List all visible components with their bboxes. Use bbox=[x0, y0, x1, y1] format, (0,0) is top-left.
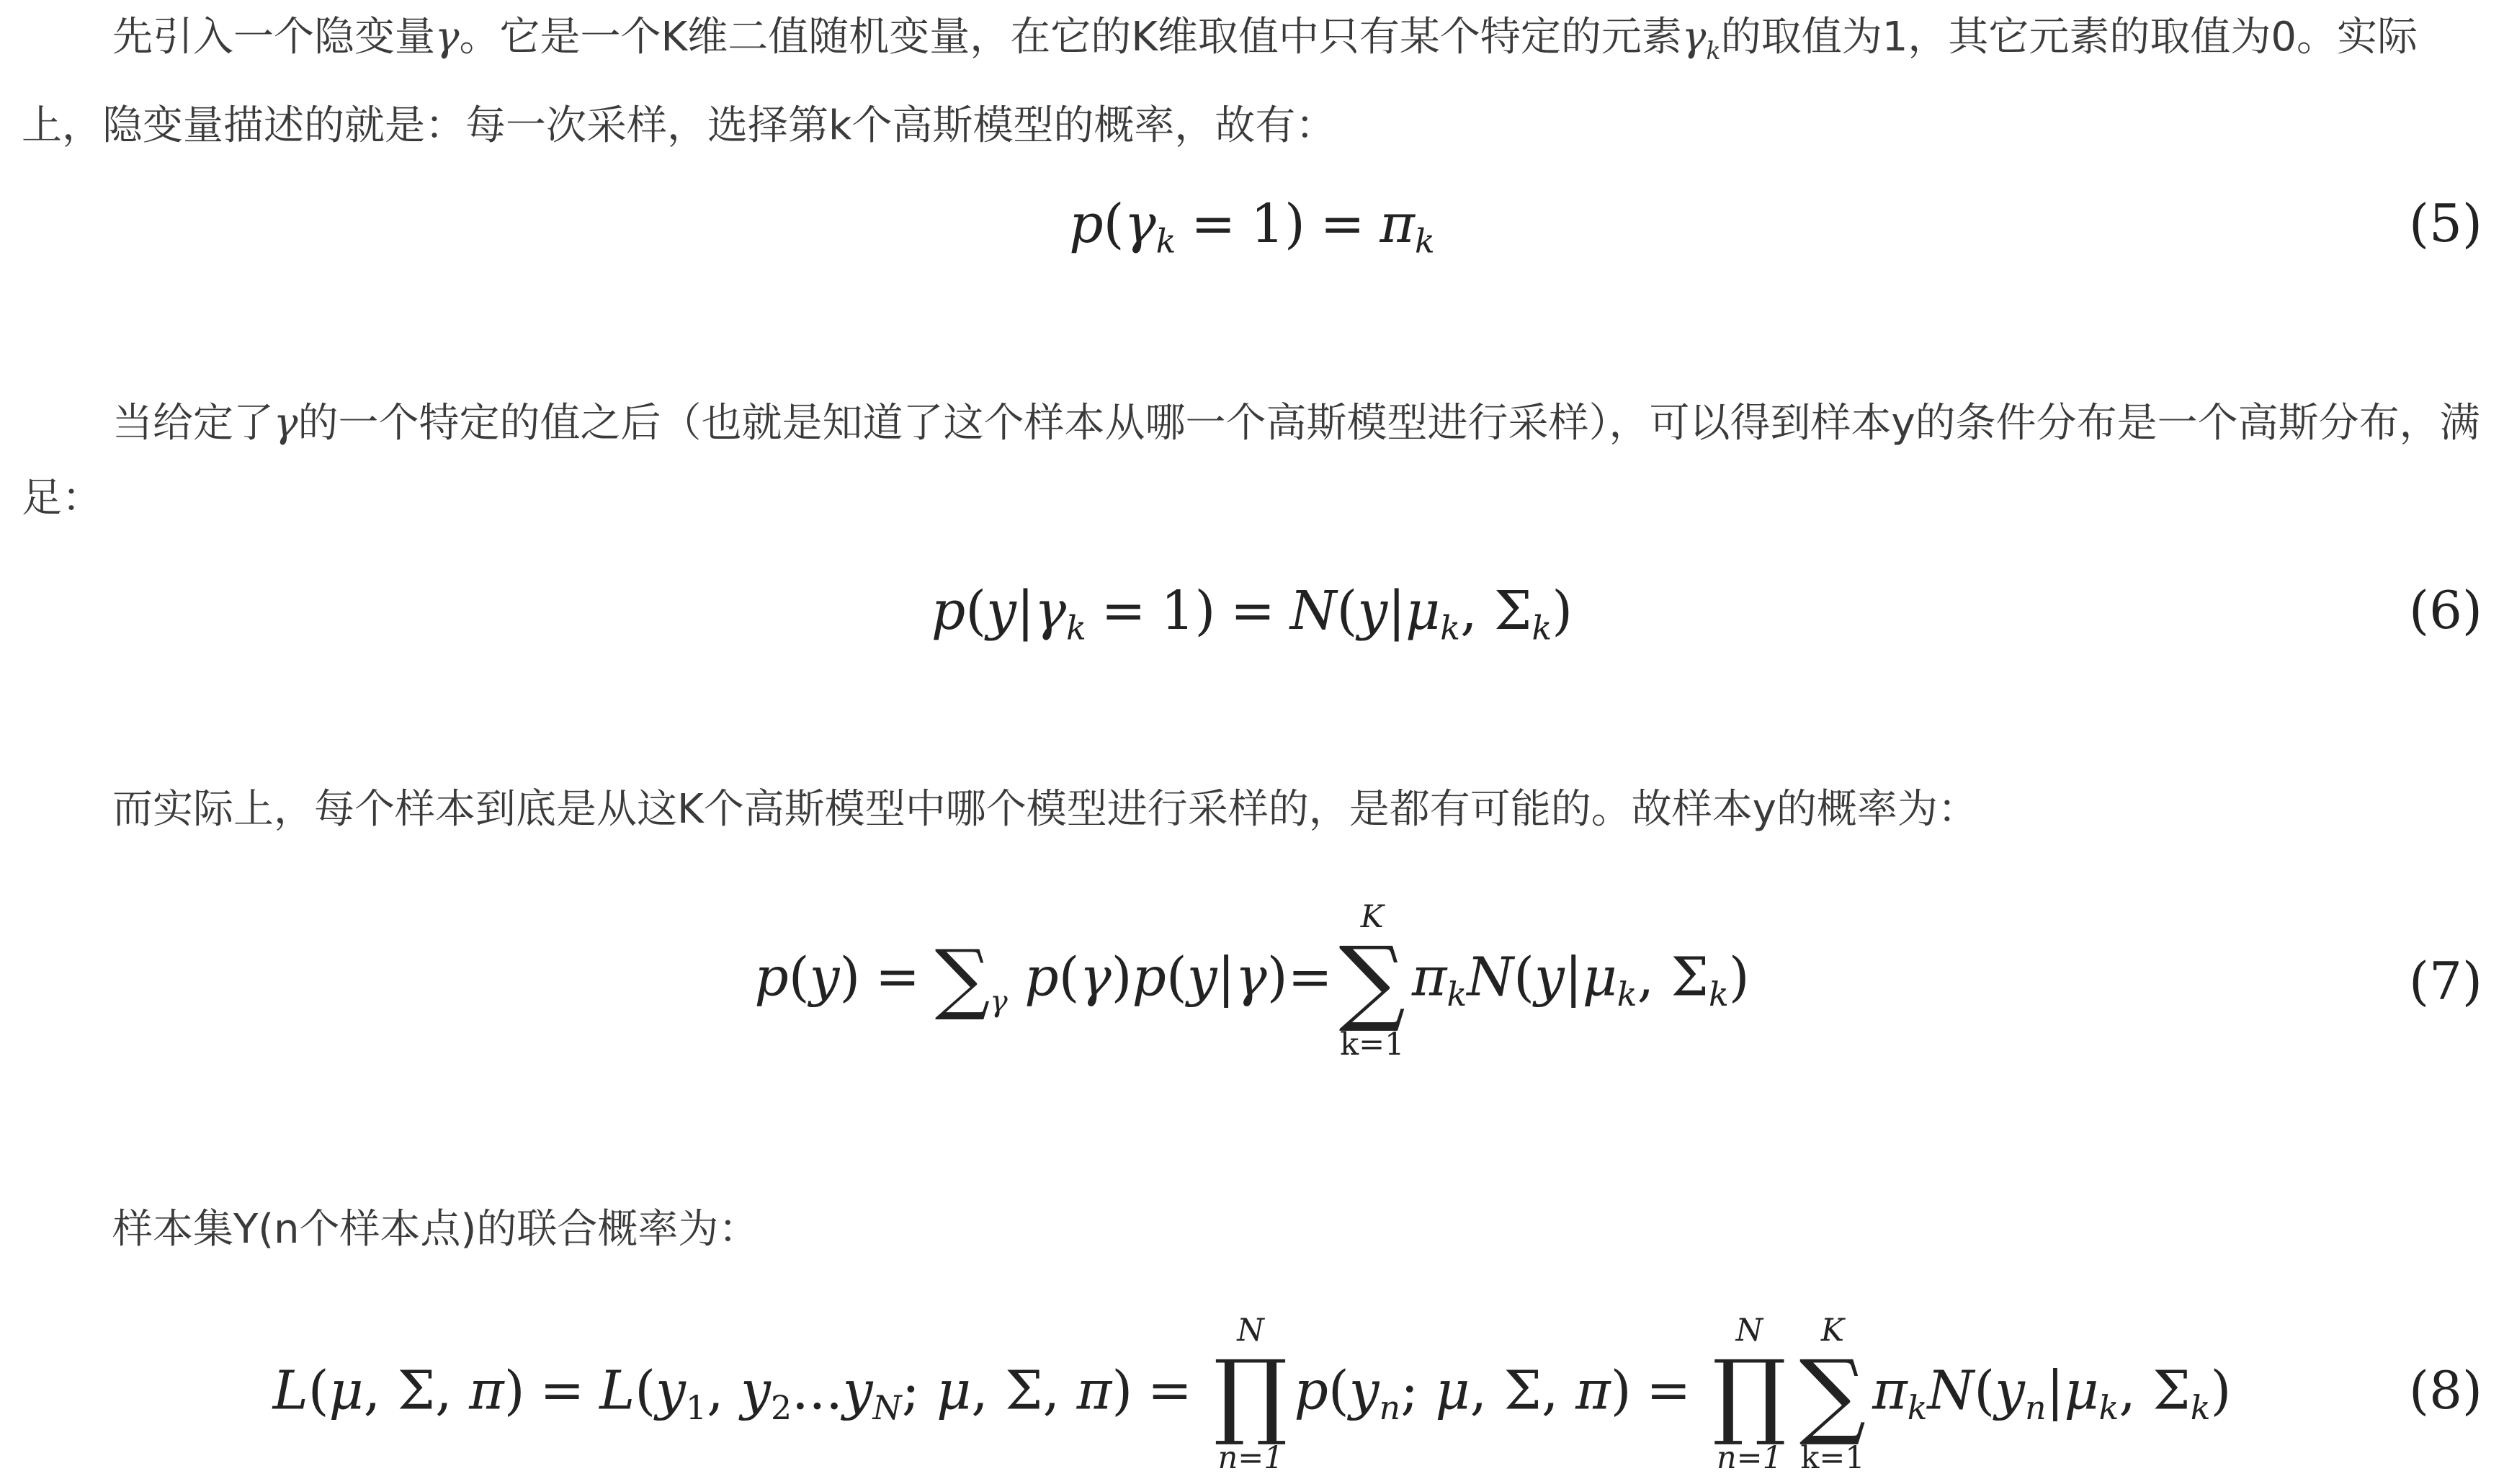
equation-5: $p(\gamma_k = 1) = \pi_k$ bbox=[1069, 193, 1435, 261]
equation-5-row bbox=[0, 193, 2504, 265]
equation-7-number: (7) bbox=[2409, 951, 2482, 1011]
equation-6: $p(y|\gamma_k = 1) = N(y|\mu_k$, $\Sigma_k$) bbox=[931, 580, 1573, 648]
gamma-k-symbol: $\gamma_k$ bbox=[1681, 14, 1721, 66]
text-segment: 当给定了 bbox=[112, 400, 274, 447]
equation-8-row bbox=[0, 1304, 2504, 1484]
equation-6-number: (6) bbox=[2409, 580, 2482, 640]
text-segment: 先引入一个隐变量 bbox=[112, 14, 435, 61]
gamma-symbol: γ bbox=[274, 400, 298, 447]
equation-6-row bbox=[0, 580, 2504, 652]
paragraph-latent-variable bbox=[22, 0, 2482, 164]
paragraph-joint-probability bbox=[22, 1192, 2482, 1267]
equation-8: L(μ, Σ, $\pi) = L(y_1$, $y_2...y_N$; μ, Σ, π) = N ∏ n=1 $p(y_n$; μ, Σ, π) = N ∏ n=1 K ∑ k=1 $\pi_kN(y_n|\mu_k$, $\Sigma_k$) bbox=[272, 1313, 2232, 1476]
sum-operator: K ∑ k=1 bbox=[1338, 899, 1405, 1063]
text-segment: 的取值为1，其它元素的取值为0。实际上，隐变量描述的就是：每一次采样，选择第k个高斯模型的概率，故有： bbox=[22, 14, 2418, 150]
text-segment: 而实际上，每个样本到底是从这K个高斯模型中哪个模型进行采样的，是都有可能的。故样本y的概率为： bbox=[112, 786, 1978, 833]
gamma-symbol: γ bbox=[435, 14, 460, 61]
equation-8-number: (8) bbox=[2409, 1360, 2482, 1421]
paragraph-conditional-distribution bbox=[22, 386, 2482, 536]
text-segment: 。它是一个K维二值随机变量，在它的K维取值中只有某个特定的元素 bbox=[459, 14, 1682, 61]
product-operator: N ∏ n=1 bbox=[1712, 1313, 1787, 1476]
sum-operator: K ∑ k=1 bbox=[1799, 1313, 1866, 1476]
paragraph-marginal-probability bbox=[22, 772, 2482, 847]
text-segment: 样本集Y(n个样本点)的联合概率为： bbox=[112, 1206, 759, 1253]
equation-7-row bbox=[0, 886, 2504, 1081]
sum-symbol: ∑ bbox=[934, 933, 991, 1024]
equation-7: $p(y) = \sum_\gamma$ p(γ)p(y|γ)= K ∑ k=1 $\pi_kN(y|\mu_k$, $\Sigma_k$) bbox=[754, 899, 1750, 1063]
product-operator: N ∏ n=1 bbox=[1213, 1313, 1288, 1476]
equation-5-number: (5) bbox=[2409, 193, 2482, 254]
text-segment: 的一个特定的值之后（也就是知道了这个样本从哪一个高斯模型进行采样），可以得到样本y的条件分布是一个高斯分布，满足： bbox=[22, 400, 2480, 522]
